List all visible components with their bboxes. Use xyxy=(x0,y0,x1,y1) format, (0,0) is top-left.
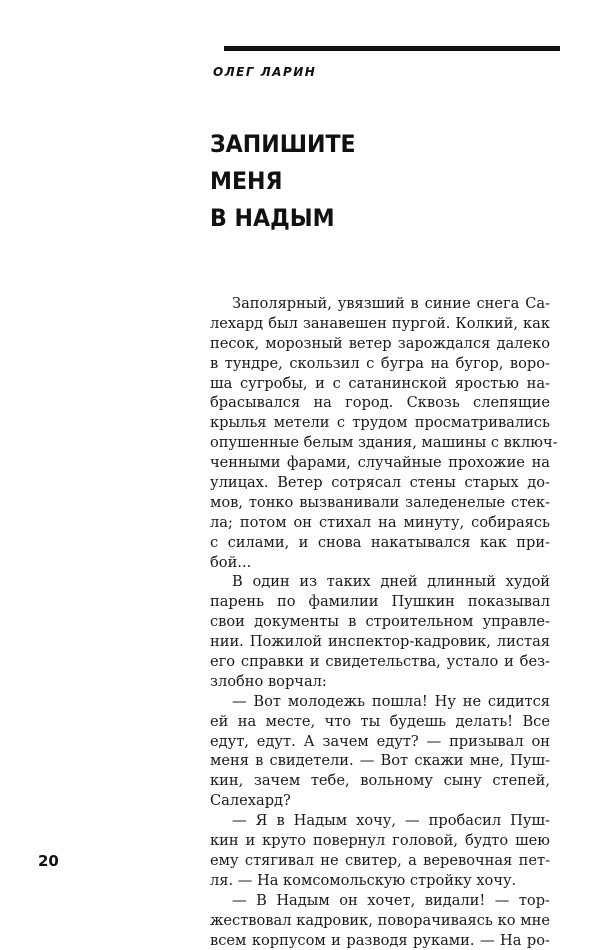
text-line: Заполярный, увязший в синие снега Са- xyxy=(210,294,550,314)
text-line: ченными фарами, случайные прохожие на xyxy=(210,453,550,473)
title-line: ЗАПИШИТЕ xyxy=(210,126,356,163)
text-line: кин, зачем тебе, вольному сыну степей, xyxy=(210,771,550,791)
title-line: МЕНЯ xyxy=(210,163,356,200)
text-line: ему стягивал не свитер, а веревочная пет- xyxy=(210,851,550,871)
author-name: ОЛЕГ ЛАРИН xyxy=(213,65,316,79)
body-text xyxy=(210,294,550,950)
header-rule xyxy=(224,46,560,51)
text-line: — В Надым он хочет, видали! — тор- xyxy=(210,891,550,911)
text-line: бой... xyxy=(210,553,550,573)
text-line: едут, едут. А зачем едут? — призывал он xyxy=(210,732,550,752)
text-line: — Вот молодежь пошла! Ну не сидится xyxy=(210,692,550,712)
text-line: ля. — На комсомольскую стройку хочу. xyxy=(210,871,550,891)
text-line: нии. Пожилой инспектор-кадровик, листая xyxy=(210,632,550,652)
text-line: меня в свидетели. — Вот скажи мне, Пуш- xyxy=(210,751,550,771)
text-line: мов, тонко вызванивали заледенелые стек- xyxy=(210,493,550,513)
text-line: улицах. Ветер сотрясал стены старых до- xyxy=(210,473,550,493)
text-line: злобно ворчал: xyxy=(210,672,550,692)
text-line: его справки и свидетельства, устало и без- xyxy=(210,652,550,672)
text-line: лехард был занавешен пургой. Колкий, как xyxy=(210,314,550,334)
text-line: песок, морозный ветер зарождался далеко xyxy=(210,334,550,354)
text-line: ей на месте, что ты будешь делать! Все xyxy=(210,712,550,732)
text-line: брасывался на город. Сквозь слепящие xyxy=(210,393,550,413)
text-line: кин и круто повернул головой, будто шею xyxy=(210,831,550,851)
title-line: В НАДЫМ xyxy=(210,200,356,237)
text-line: Салехард? xyxy=(210,791,550,811)
text-line: в тундре, скользил с бугра на бугор, воро- xyxy=(210,354,550,374)
text-line: жествовал кадровик, поворачиваясь ко мне xyxy=(210,911,550,931)
text-line: ла; потом он стихал на минуту, собираясь xyxy=(210,513,550,533)
text-line: парень по фамилии Пушкин показывал xyxy=(210,592,550,612)
story-title xyxy=(210,126,356,237)
text-line: всем корпусом и разводя руками. — На ро- xyxy=(210,931,550,950)
text-line: ша сугробы, и с сатанинской яростью на- xyxy=(210,374,550,394)
page-number: 20 xyxy=(38,852,59,870)
text-line: свои документы в строительном управле- xyxy=(210,612,550,632)
text-line: В один из таких дней длинный худой xyxy=(210,572,550,592)
text-line: — Я в Надым хочу, — пробасил Пуш- xyxy=(210,811,550,831)
text-line: опушенные белым здания, машины с включ- xyxy=(210,433,550,453)
text-line: с силами, и снова накатывался как при- xyxy=(210,533,550,553)
text-line: крылья метели с трудом просматривались xyxy=(210,413,550,433)
